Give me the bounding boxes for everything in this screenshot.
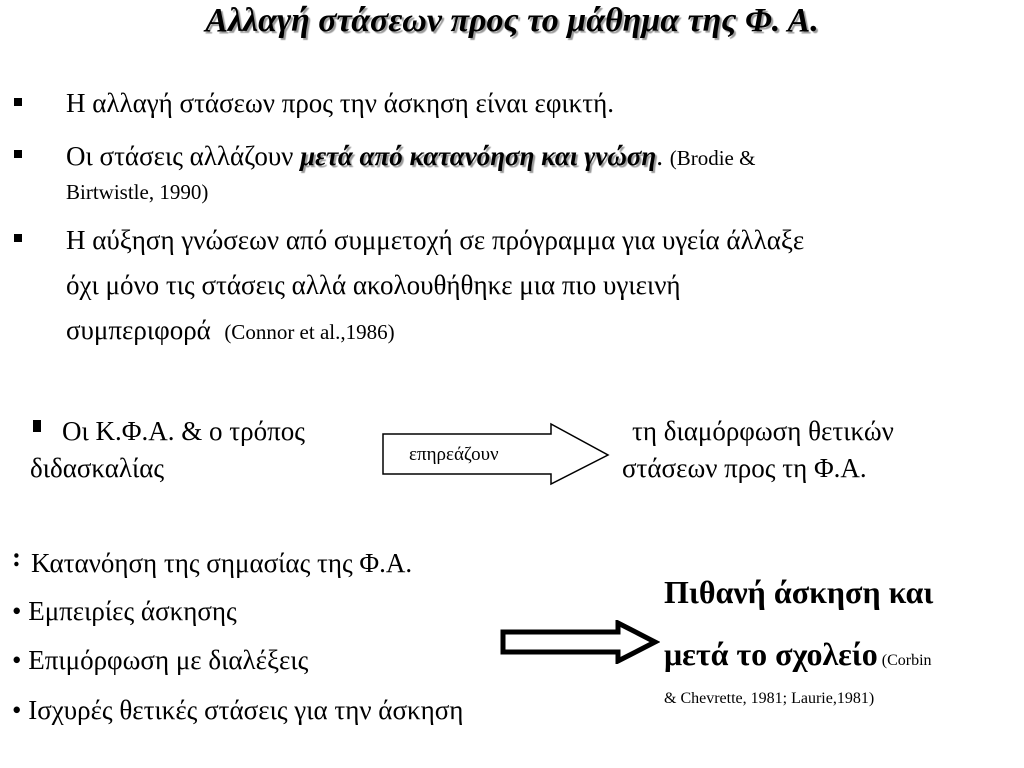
bullet-3-citation: (Connor et al.,1986): [224, 320, 395, 344]
factor-item-2: • Εμπειρίες άσκησης: [12, 596, 237, 626]
outcome-line-1: Πιθανή άσκηση και: [664, 574, 934, 610]
square-bullet-icon: [14, 98, 22, 106]
factor-item-1: Κατανόηση της σημασίας της Φ.Α.: [31, 548, 413, 578]
influence-left-line-1: Οι Κ.Φ.Α. & ο τρόπος: [62, 416, 305, 446]
bullet-3-line-3: [66, 315, 395, 346]
factor-item-4: • Ισχυρές θετικές στάσεις για την άσκηση: [12, 695, 464, 725]
bullet-3-line-1: Η αύξηση γνώσεων από συμμετοχή σε πρόγραμμα για υγεία άλλαξε: [66, 225, 805, 255]
influence-right-line-2: στάσεων προς τη Φ.Α.: [622, 453, 867, 483]
outcome-citation-part2: & Chevrette, 1981; Laurie,1981): [664, 690, 875, 707]
square-bullet-icon: [14, 150, 22, 158]
bullet-2-lead: Οι στάσεις αλλάζουν: [66, 141, 301, 171]
bullet-3-line-2: όχι μόνο τις στάσεις αλλά ακολουθήθηκε μια πιο υγιεινή: [66, 270, 681, 300]
slide-title: Αλλαγή στάσεων προς το μάθημα της Φ. Α.: [205, 2, 819, 39]
bullet-text-2: [66, 141, 755, 172]
bullet-2-period: .: [656, 141, 670, 171]
outcome-line-2-text: μετά το σχολείο: [664, 636, 878, 672]
outcome-citation-part1: (Corbin: [881, 652, 932, 669]
bullet-2-citation-part2: Birtwistle, 1990): [66, 180, 209, 204]
factor-bullet-icon: :: [12, 542, 21, 572]
bullet-2-citation-part1: (Brodie &: [669, 146, 756, 170]
square-bullet-icon: [14, 234, 22, 242]
thick-right-arrow-icon: [500, 620, 660, 664]
square-bullet-icon: [33, 420, 41, 432]
bullet-text-1: Η αλλαγή στάσεων προς την άσκηση είναι εφικτή.: [66, 88, 615, 118]
outcome-line-2: [664, 636, 932, 673]
bullet-2-emphasis: μετά από κατανόηση και γνώση: [300, 141, 657, 171]
influence-right-line-1: τη διαμόρφωση θετικών: [632, 416, 894, 446]
factor-item-3: • Επιμόρφωση με διαλέξεις: [12, 645, 309, 675]
arrow-label: επηρεάζουν: [409, 444, 499, 465]
bullet-3-trailing-word: συμπεριφορά: [66, 315, 211, 345]
influence-left-line-2: διδασκαλίας: [30, 453, 165, 483]
